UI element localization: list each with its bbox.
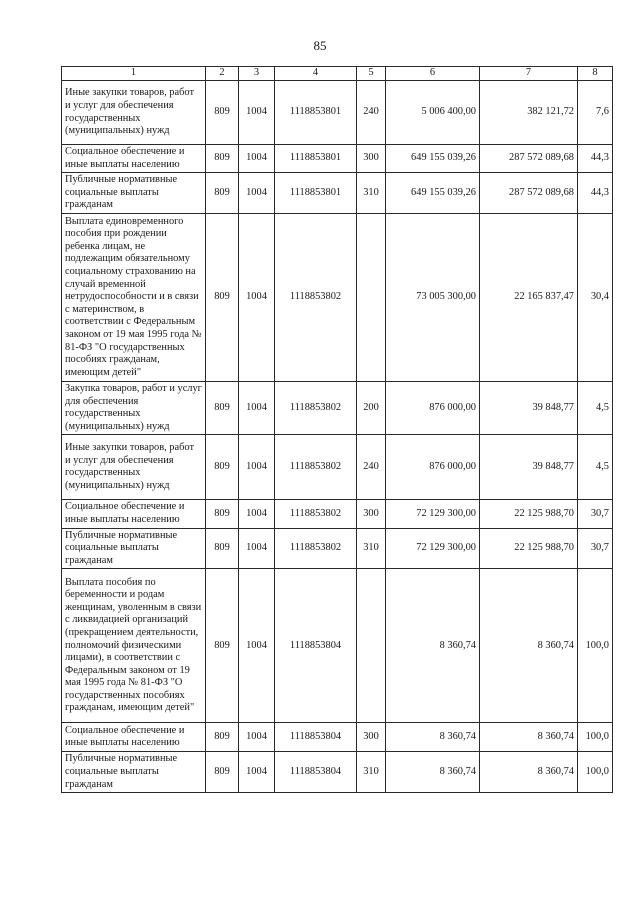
row-plan: 8 360,74 [386,569,480,723]
column-header: 2 [206,67,239,81]
row-rzpr: 1004 [239,723,275,752]
row-plan: 876 000,00 [386,381,480,434]
row-gr: 809 [206,381,239,434]
column-header: 6 [386,67,480,81]
table-row [62,569,613,723]
row-fact: 287 572 089,68 [480,173,578,214]
table-row [62,528,613,569]
row-plan: 72 129 300,00 [386,528,480,569]
row-fact: 22 125 988,70 [480,528,578,569]
column-header: 1 [62,67,206,81]
row-percent: 44,3 [578,173,613,214]
row-plan: 649 155 039,26 [386,145,480,173]
row-percent: 4,5 [578,381,613,434]
row-fact: 22 125 988,70 [480,500,578,528]
row-fact: 287 572 089,68 [480,145,578,173]
row-percent: 30,4 [578,213,613,381]
row-csr: 1118853804 [275,569,357,723]
row-csr: 1118853801 [275,173,357,214]
row-percent: 100,0 [578,723,613,752]
row-csr: 1118853804 [275,723,357,752]
row-plan: 649 155 039,26 [386,173,480,214]
row-name: Публичные нормативные социальные выплаты гражданам [62,173,206,214]
row-percent: 7,6 [578,81,613,145]
row-name: Социальное обеспечение и иные выплаты населению [62,145,206,173]
row-vr: 310 [357,752,386,793]
row-name: Публичные нормативные социальные выплаты гражданам [62,528,206,569]
table-row [62,81,613,145]
row-percent: 100,0 [578,752,613,793]
row-vr: 310 [357,173,386,214]
row-rzpr: 1004 [239,752,275,793]
row-plan: 72 129 300,00 [386,500,480,528]
row-rzpr: 1004 [239,213,275,381]
row-fact: 8 360,74 [480,569,578,723]
table-header-row [62,67,613,81]
row-rzpr: 1004 [239,569,275,723]
row-csr: 1118853802 [275,381,357,434]
row-gr: 809 [206,569,239,723]
table-row [62,381,613,434]
row-name: Иные закупки товаров, работ и услуг для обеспечения государственных (муниципальных) нужд [62,81,206,145]
row-plan: 876 000,00 [386,435,480,500]
row-gr: 809 [206,173,239,214]
column-header: 3 [239,67,275,81]
table-row [62,500,613,528]
row-percent: 30,7 [578,528,613,569]
row-plan: 8 360,74 [386,752,480,793]
row-fact: 39 848,77 [480,381,578,434]
row-name: Выплата единовременного пособия при рождении ребенка лицам, не подлежащим обязательному социальному страхованию на случай временной нетрудоспособности и в связи с материнством, в соответствии с Федеральным законом от 19 мая 1995 года № 81-ФЗ "О государственных пособиях гражданам, имеющим детей" [62,213,206,381]
table-row [62,213,613,381]
row-gr: 809 [206,500,239,528]
row-vr: 310 [357,528,386,569]
column-header: 8 [578,67,613,81]
row-percent: 30,7 [578,500,613,528]
row-fact: 8 360,74 [480,723,578,752]
row-plan: 5 006 400,00 [386,81,480,145]
row-vr: 240 [357,435,386,500]
row-plan: 8 360,74 [386,723,480,752]
row-gr: 809 [206,81,239,145]
row-rzpr: 1004 [239,435,275,500]
row-csr: 1118853802 [275,528,357,569]
row-vr [357,569,386,723]
row-gr: 809 [206,435,239,500]
row-percent: 44,3 [578,145,613,173]
row-csr: 1118853802 [275,213,357,381]
row-name: Социальное обеспечение и иные выплаты населению [62,723,206,752]
row-gr: 809 [206,145,239,173]
row-vr [357,213,386,381]
row-fact: 382 121,72 [480,81,578,145]
row-rzpr: 1004 [239,145,275,173]
row-percent: 100,0 [578,569,613,723]
row-vr: 300 [357,500,386,528]
table-row [62,145,613,173]
page-number: 85 [313,38,327,53]
row-csr: 1118853802 [275,500,357,528]
row-csr: 1118853801 [275,81,357,145]
row-vr: 200 [357,381,386,434]
row-rzpr: 1004 [239,81,275,145]
row-name: Иные закупки товаров, работ и услуг для обеспечения государственных (муниципальных) нужд [62,435,206,500]
row-csr: 1118853802 [275,435,357,500]
row-vr: 300 [357,145,386,173]
column-header: 5 [357,67,386,81]
table-row [62,723,613,752]
row-rzpr: 1004 [239,173,275,214]
row-gr: 809 [206,213,239,381]
column-header: 7 [480,67,578,81]
row-name: Публичные нормативные социальные выплаты гражданам [62,752,206,793]
row-gr: 809 [206,723,239,752]
row-csr: 1118853804 [275,752,357,793]
row-name: Закупка товаров, работ и услуг для обеспечения государственных (муниципальных) нужд [62,381,206,434]
table-row [62,173,613,214]
row-name: Социальное обеспечение и иные выплаты населению [62,500,206,528]
row-plan: 73 005 300,00 [386,213,480,381]
row-rzpr: 1004 [239,500,275,528]
budget-table [61,66,613,793]
row-gr: 809 [206,752,239,793]
row-gr: 809 [206,528,239,569]
row-rzpr: 1004 [239,528,275,569]
row-name: Выплата пособия по беременности и родам женщинам, уволенным в связи с ликвидацией организаций (прекращением деятельности, полномочий физическими лицами), в соответствии с Федеральным законом от 19 мая 1995 года № 81-ФЗ "О государственных пособиях гражданам, имеющим детей" [62,569,206,723]
row-csr: 1118853801 [275,145,357,173]
column-header: 4 [275,67,357,81]
row-vr: 240 [357,81,386,145]
row-percent: 4,5 [578,435,613,500]
row-fact: 22 165 837,47 [480,213,578,381]
row-rzpr: 1004 [239,381,275,434]
row-vr: 300 [357,723,386,752]
table-row [62,752,613,793]
row-fact: 39 848,77 [480,435,578,500]
row-fact: 8 360,74 [480,752,578,793]
table-row [62,435,613,500]
